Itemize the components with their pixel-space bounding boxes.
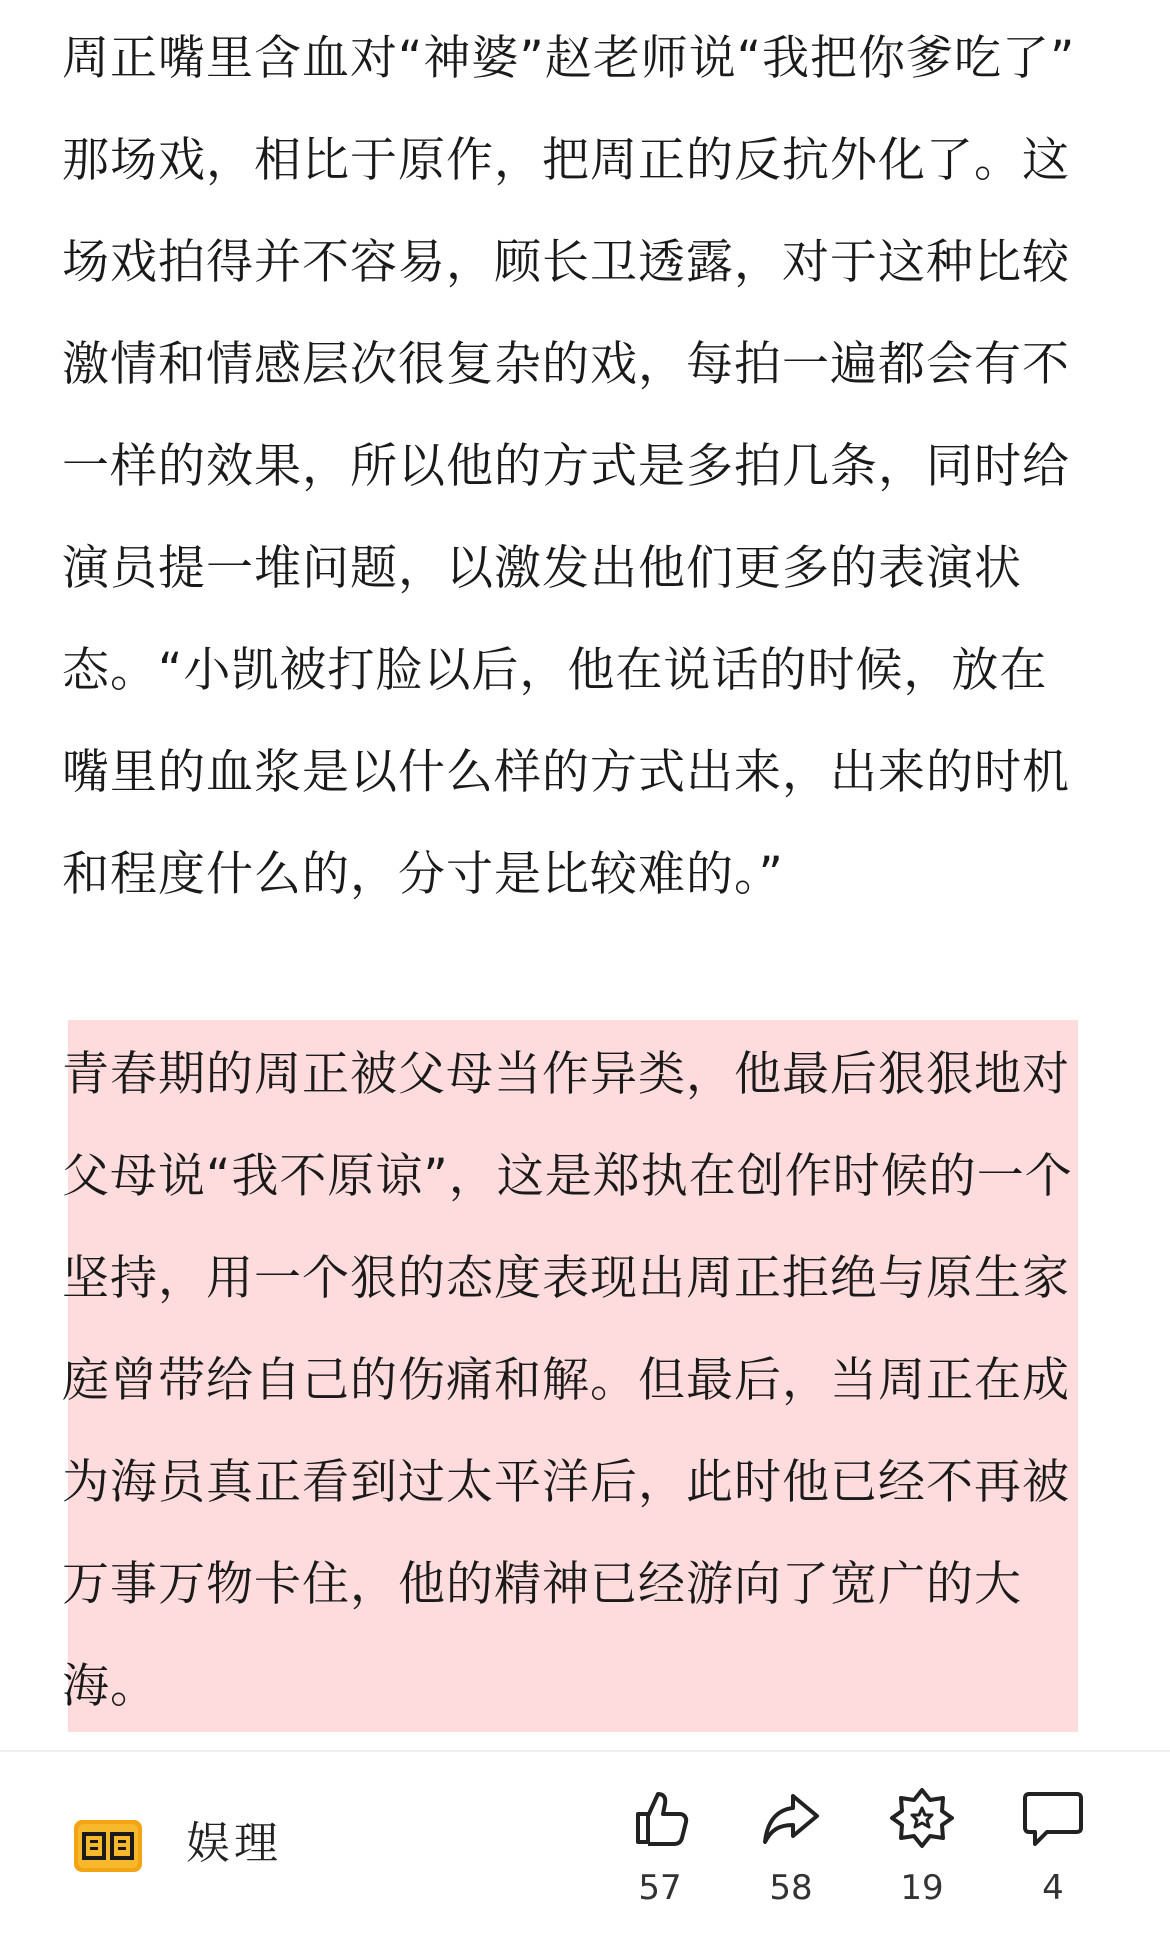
text-line: 激情和情感层次很复杂的戏，每拍一遍都会有不 bbox=[62, 337, 1070, 392]
share-count: 58 bbox=[769, 1868, 813, 1908]
text-line: 和程度什么的，分寸是比较难的。” bbox=[62, 847, 784, 902]
paragraph-1 bbox=[62, 8, 1108, 926]
text-line: 那场戏，相比于原作，把周正的反抗外化了。这 bbox=[62, 133, 1070, 188]
text-line: 庭曾带给自己的伤痛和解。但最后，当周正在成 bbox=[62, 1353, 1070, 1408]
comment-button[interactable] bbox=[993, 1786, 1113, 1908]
share-arrow-icon bbox=[759, 1786, 823, 1850]
comment-count: 4 bbox=[1042, 1868, 1064, 1908]
favorite-button[interactable] bbox=[862, 1786, 982, 1908]
favorite-count: 19 bbox=[900, 1868, 944, 1908]
author-logo-icon bbox=[72, 1810, 144, 1882]
text-line: 万事万物卡住，他的精神已经游向了宽广的大 bbox=[62, 1557, 1022, 1612]
text-line: 态。“小凯被打脸以后，他在说话的时候，放在 bbox=[62, 643, 1048, 698]
text-line: 一样的效果，所以他的方式是多拍几条，同时给 bbox=[62, 439, 1070, 494]
text-line: 父母说“我不原谅”，这是郑执在创作时候的一个 bbox=[62, 1149, 1073, 1204]
share-button[interactable] bbox=[731, 1786, 851, 1908]
text-line: 场戏拍得并不容易，顾长卫透露，对于这种比较 bbox=[62, 235, 1070, 290]
like-count: 57 bbox=[638, 1868, 682, 1908]
author-name[interactable]: 娱理 bbox=[186, 1818, 282, 1869]
like-button[interactable] bbox=[600, 1786, 720, 1908]
comment-bubble-icon bbox=[1021, 1786, 1085, 1850]
text-line: 青春期的周正被父母当作异类，他最后狠狠地对 bbox=[62, 1047, 1070, 1102]
text-line: 海。 bbox=[62, 1659, 158, 1714]
star-badge-icon bbox=[890, 1786, 954, 1850]
text-line: 坚持，用一个狠的态度表现出周正拒绝与原生家 bbox=[62, 1251, 1070, 1306]
text-line: 演员提一堆问题，以激发出他们更多的表演状 bbox=[62, 541, 1022, 596]
text-line: 嘴里的血浆是以什么样的方式出来，出来的时机 bbox=[62, 745, 1070, 800]
thumbs-up-icon bbox=[628, 1786, 692, 1850]
paragraph-2-highlighted bbox=[62, 1024, 1108, 1738]
author-logo[interactable] bbox=[72, 1810, 144, 1882]
bottom-action-bar bbox=[0, 1752, 1170, 1947]
text-line: 为海员真正看到过太平洋后，此时他已经不再被 bbox=[62, 1455, 1070, 1510]
text-line: 周正嘴里含血对“神婆”赵老师说“我把你爹吃了” bbox=[62, 31, 1076, 86]
